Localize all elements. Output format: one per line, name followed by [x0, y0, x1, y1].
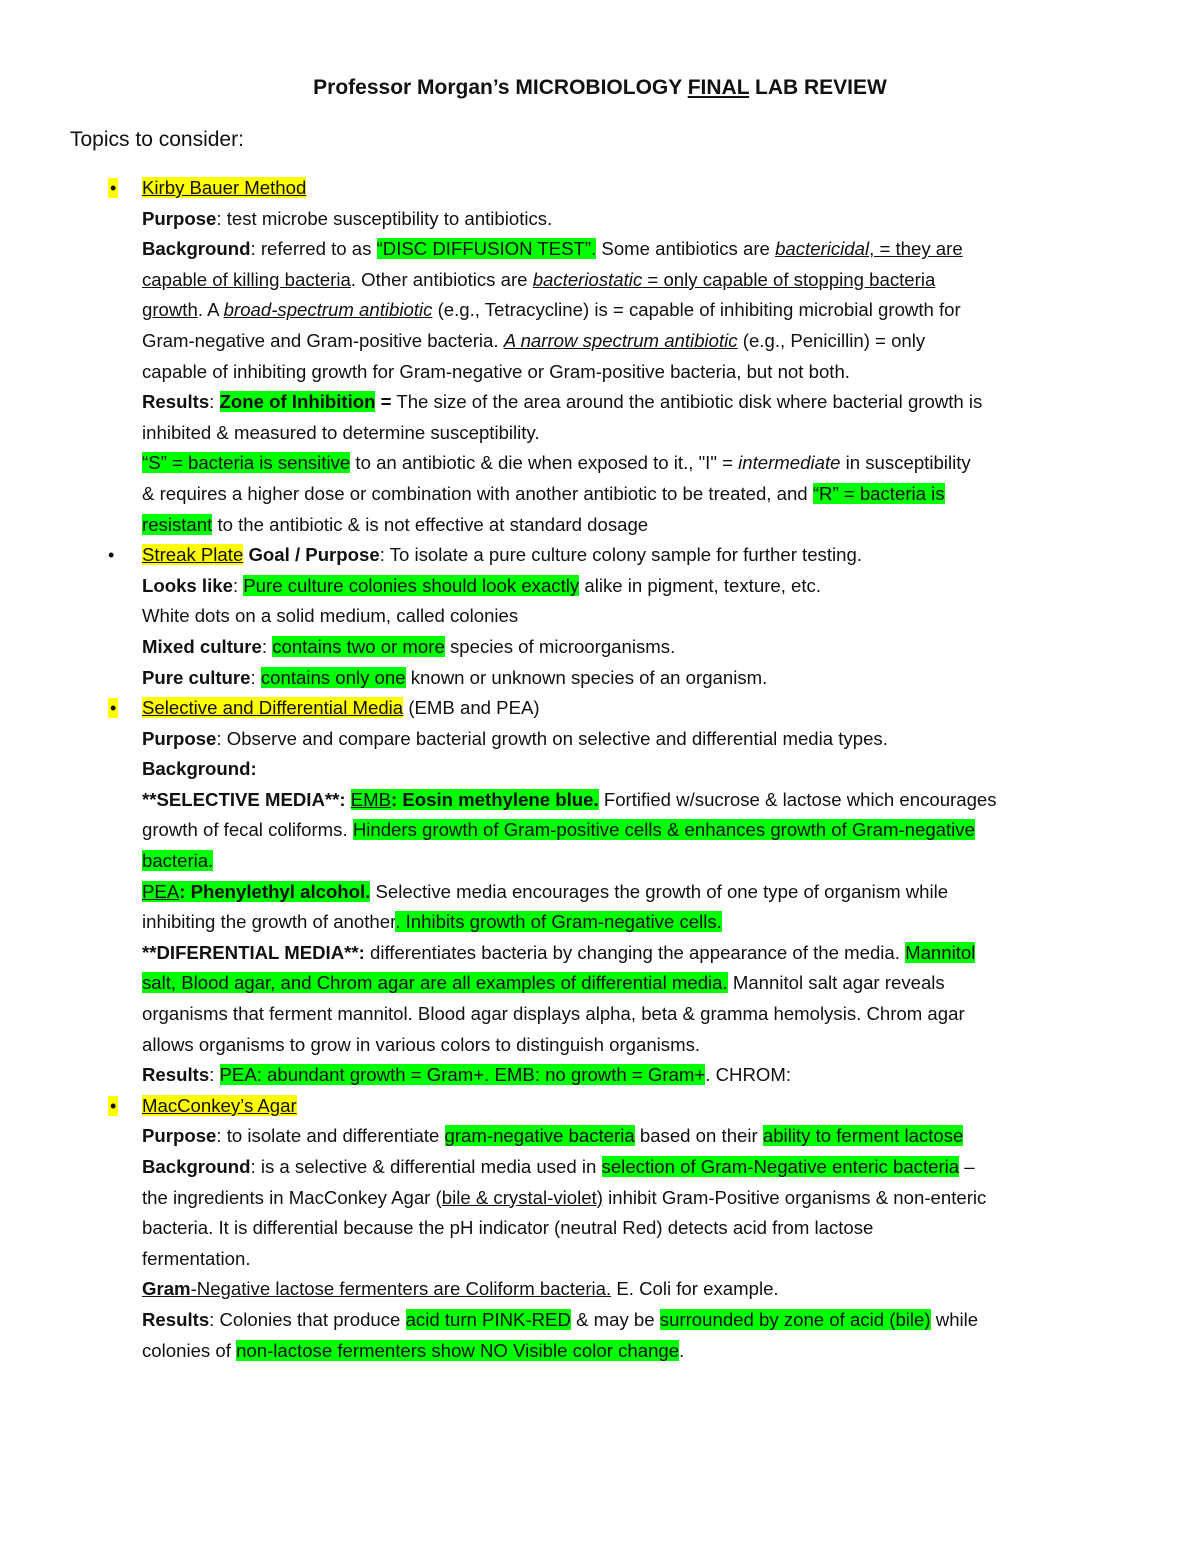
topic-heading: Kirby Bauer Method	[142, 177, 307, 198]
text-line: Pure culture: contains only one known or unknown species of an organism.	[142, 666, 768, 688]
bullet-icon: •	[108, 545, 115, 566]
text-line: fermentation.	[142, 1247, 251, 1269]
topic-kirby-bauer	[110, 173, 1142, 204]
text-line: capable of killing bacteria. Other antibiotics are bacteriostatic = only capable of stopping bacteria	[142, 268, 936, 290]
text-line: Purpose: to isolate and differentiate gram-negative bacteria based on their ability to ferment lactose	[142, 1125, 964, 1147]
text-line: allows organisms to grow in various colors to distinguish organisms.	[142, 1033, 701, 1055]
text-line: bacteria.	[142, 850, 214, 872]
text-line: Background:	[142, 758, 257, 780]
text-line: Gram-Negative lactose fermenters are Coliform bacteria. E. Coli for example.	[142, 1278, 779, 1300]
text-line: Background: referred to as “DISC DIFFUSION TEST”. Some antibiotics are bactericidal, = they are	[142, 238, 963, 260]
text-line: Results: Zone of Inhibition = The size of the area around the antibiotic disk where bacterial growth is	[142, 391, 983, 413]
text-line: “S” = bacteria is sensitive to an antibiotic & die when exposed to it., "I" = intermediate in susceptibility	[142, 452, 971, 474]
text-line: **DIFERENTIAL MEDIA**: differentiates bacteria by changing the appearance of the media. Mannitol	[142, 941, 976, 963]
text-line: Background: is a selective & differential media used in selection of Gram-Negative enteric bacteria –	[142, 1156, 975, 1177]
topics-heading: Topics to consider:	[70, 128, 244, 151]
title-part: Professor Morgan’s MICROBIOLOGY	[313, 76, 688, 99]
text-line: inhibiting the growth of another. Inhibits growth of Gram-negative cells.	[142, 911, 722, 933]
title-final: FINAL	[687, 76, 750, 99]
topic-streak-plate: • Streak Plate Goal / Purpose: To isolate a pure culture colony sample for further testing.	[142, 540, 1142, 571]
topic-heading: Selective and Differential Media	[142, 697, 404, 719]
topic-heading: Streak Plate	[142, 544, 244, 566]
text-line: bacteria. It is differential because the pH indicator (neutral Red) detects acid from lactose	[142, 1217, 874, 1239]
text-line: PEA: Phenylethyl alcohol. Selective media encourages the growth of one type of organism while	[142, 880, 949, 902]
text-line: Results: PEA: abundant growth = Gram+. EMB: no growth = Gram+. CHROM:	[142, 1064, 791, 1086]
text-line: inhibited & measured to determine susceptibility.	[142, 421, 540, 443]
text-line: Purpose: test microbe susceptibility to antibiotics.	[142, 207, 553, 229]
text-line: Results: Colonies that produce acid turn PINK-RED & may be surrounded by zone of acid (bile) while	[142, 1308, 979, 1330]
text-line: Mixed culture: contains two or more species of microorganisms.	[142, 635, 676, 657]
text-line: **SELECTIVE MEDIA**: EMB: Eosin methylene blue. Fortified w/sucrose & lactose which encourages	[142, 788, 997, 810]
text-line: Looks like: Pure culture colonies should look exactly alike in pigment, texture, etc.	[142, 574, 822, 596]
bullet-icon: •	[110, 1095, 117, 1116]
text-line: resistant to the antibiotic & is not effective at standard dosage	[142, 513, 649, 535]
topic-macconkey	[110, 1091, 1142, 1122]
bullet-icon: •	[110, 698, 117, 719]
text-line: growth of fecal coliforms. Hinders growth of Gram-positive cells & enhances growth of Gram-negative	[142, 819, 975, 841]
topic-selective-differential: • Selective and Differential Media (EMB and PEA)	[142, 693, 1142, 724]
text-line: Gram-negative and Gram-positive bacteria. A narrow spectrum antibiotic (e.g., Penicillin) = only	[142, 329, 926, 351]
text-line: colonies of non-lactose fermenters show NO Visible color change.	[142, 1339, 685, 1361]
topic-list	[108, 173, 1142, 1366]
text-line: growth. A broad-spectrum antibiotic (e.g., Tetracycline) is = capable of inhibiting microbial growth for	[142, 299, 961, 321]
text-line: White dots on a solid medium, called colonies	[142, 605, 519, 627]
bullet-icon: •	[110, 178, 117, 198]
page-title	[0, 76, 1200, 100]
text-line: capable of inhibiting growth for Gram-negative or Gram-positive bacteria, but not both.	[142, 360, 850, 382]
text-line: & requires a higher dose or combination with another antibiotic to be treated, and “R” = bacteria is	[142, 482, 945, 504]
text-line: organisms that ferment mannitol. Blood agar displays alpha, beta & gramma hemolysis. Chrom agar	[142, 1003, 965, 1025]
text-line: salt, Blood agar, and Chrom agar are all examples of differential media. Mannitol salt agar reveals	[142, 972, 945, 994]
text-line: Purpose: Observe and compare bacterial growth on selective and differential media types.	[142, 727, 888, 749]
text-line: the ingredients in MacConkey Agar (bile & crystal-violet) inhibit Gram-Positive organisms & non-enteric	[142, 1186, 987, 1208]
title-part: LAB REVIEW	[749, 76, 887, 99]
topic-heading: MacConkey’s Agar	[142, 1094, 297, 1116]
